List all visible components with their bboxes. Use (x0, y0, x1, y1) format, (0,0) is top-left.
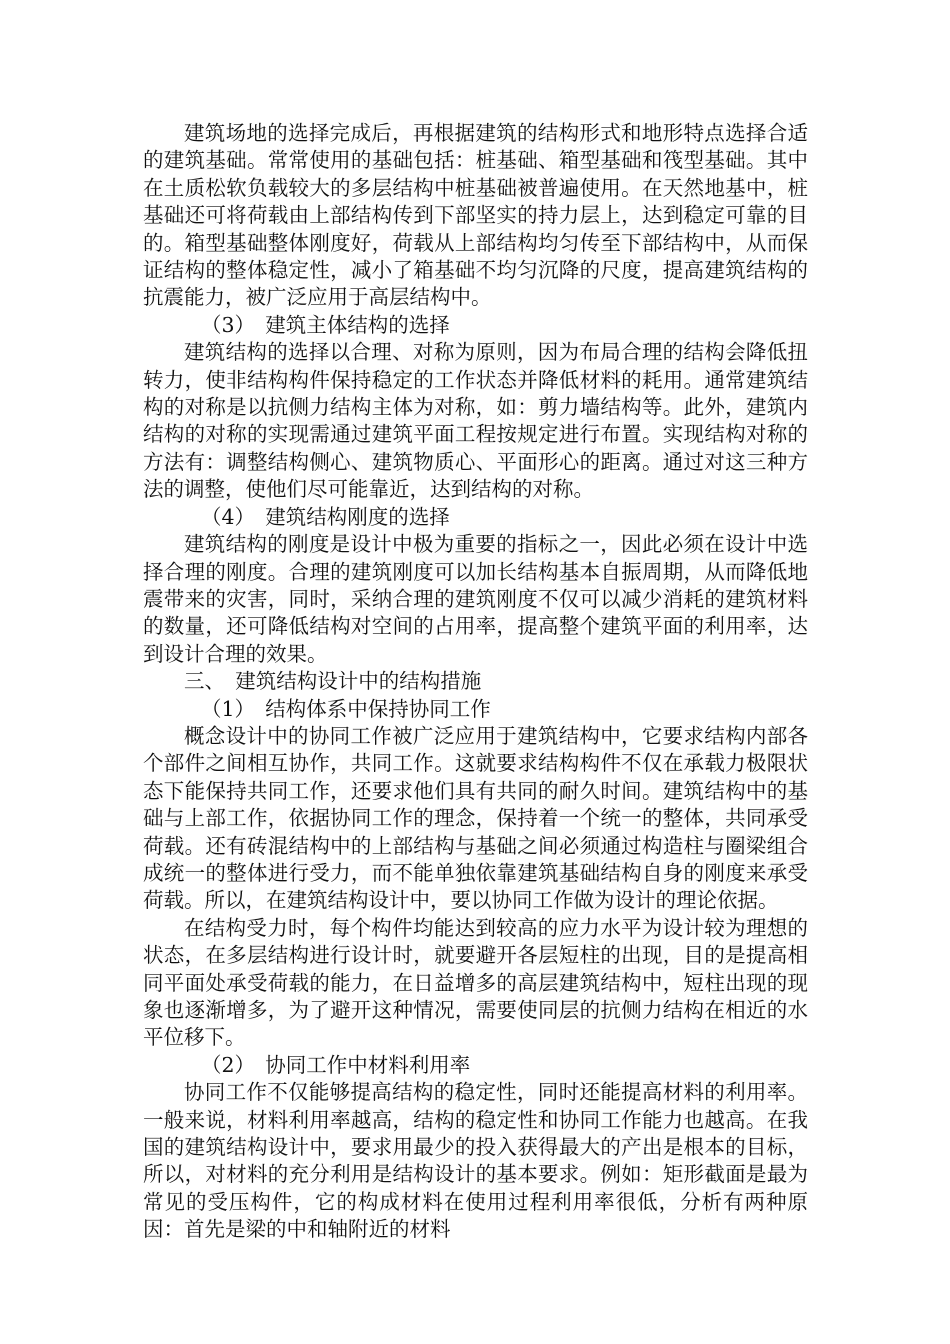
paragraph-material-utilization: 协同工作不仅能够提高结构的稳定性，同时还能提高材料的利用率。一般来说，材料利用率越高，结构的稳定性和协同工作能力也越高。在我国的建筑结构设计中，要求用最少的投入获得最大的产出是根本的目标，所以，对材料的充分利用是结构设计的基本要求。例如：矩形截面是最为常见的受压构件，它的构成材料在使用过程利用率很低，分析有两种原因：首先是梁的中和轴附近的材料 (143, 1080, 808, 1242)
subheading-cooperative-work: （1） 结构体系中保持协同工作 (201, 696, 491, 721)
subheading-structure-stiffness: （4） 建筑结构刚度的选择 (201, 504, 450, 529)
subheading-main-structure: （3） 建筑主体结构的选择 (201, 312, 450, 337)
paragraph-cooperative-work: 概念设计中的协同工作被广泛应用于建筑结构中，它要求结构内部各个部件之间相互协作，共同工作。这就要求结构构件不仅在承载力极限状态下能保持共同工作，还要求他们具有共同的耐久时间。建筑结构中的基础与上部工作，依据协同工作的理念，保持着一个统一的整体，共同承受荷载。还有砖混结构中的上部结构与基础之间必须通过构造柱与圈梁组合成统一的整体进行受力，而不能单独依靠建筑基础结构自身的刚度来承受荷载。所以，在建筑结构设计中，要以协同工作做为设计的理论依据。 (143, 723, 808, 913)
subheading-material-utilization: （2） 协同工作中材料利用率 (201, 1052, 471, 1077)
paragraph-structure-symmetry: 建筑结构的选择以合理、对称为原则，因为布局合理的结构会降低扭转力，使非结构构件保持稳定的工作状态并降低材料的耗用。通常建筑结构的对称是以抗侧力结构主体为对称，如：剪力墙结构等。此外，建筑内结构的对称的实现需通过建筑平面工程按规定进行布置。实现结构对称的方法有：调整结构侧心、建筑物质心、平面形心的距离。通过对这三种方法的调整，使他们尽可能靠近，达到结构的对称。 (143, 340, 808, 502)
section-heading-structural-measures: 三、 建筑结构设计中的结构措施 (184, 669, 482, 694)
paragraph-stiffness: 建筑结构的刚度是设计中极为重要的指标之一，因此必须在设计中选择合理的刚度。合理的建筑刚度可以加长结构基本自振周期，从而降低地震带来的灾害，同时，采纳合理的建筑刚度不仅可以减少消耗的建筑材料的数量，还可降低结构对空间的占用率，提高整个建筑平面的利用率，达到设计合理的效果。 (143, 532, 808, 666)
paragraph-foundation-selection: 建筑场地的选择完成后，再根据建筑的结构形式和地形特点选择合适的建筑基础。常常使用的基础包括：桩基础、箱型基础和筏型基础。其中在土质松软负载较大的多层结构中桩基础被普遍使用。在天然地基中，桩基础还可将荷载由上部结构传到下部坚实的持力层上，达到稳定可靠的目的。箱型基础整体刚度好，荷载从上部结构均匀传至下部结构中，从而保证结构的整体稳定性，减小了箱基础不均匀沉降的尺度，提高建筑结构的抗震能力，被广泛应用于高层结构中。 (143, 121, 808, 310)
paragraph-stress-level: 在结构受力时，每个构件均能达到较高的应力水平为设计较为理想的状态，在多层结构进行设计时，就要避开各层短柱的出现，目的是提高相同平面处承受荷载的能力，在日益增多的高层建筑结构中，短柱出现的现象也逐渐增多，为了避开这种情况，需要使同层的抗侧力结构在相近的水平位移下。 (143, 915, 808, 1050)
document-page (143, 120, 808, 1244)
